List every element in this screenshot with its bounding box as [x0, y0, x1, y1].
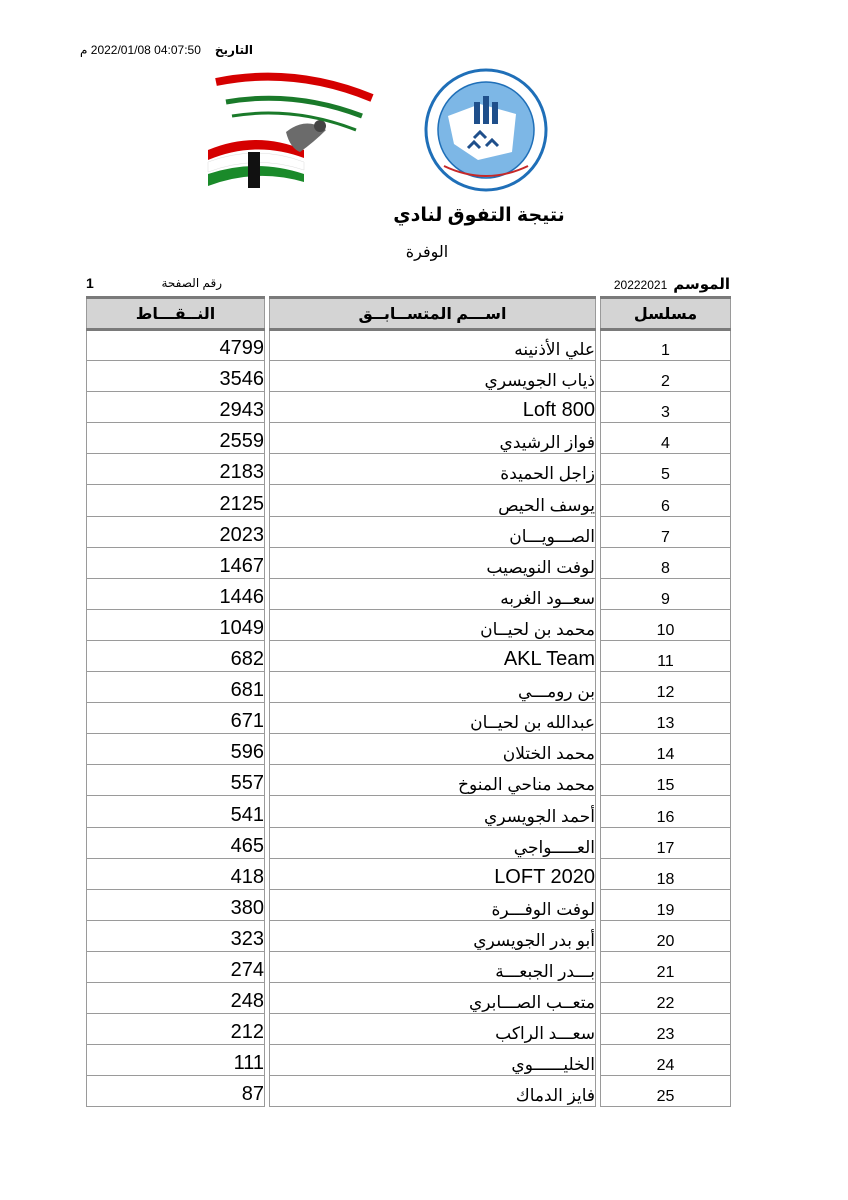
row-points: 541: [87, 796, 265, 827]
table-row: [87, 640, 731, 671]
row-points: 323: [87, 920, 265, 951]
row-points: 2183: [87, 454, 265, 485]
row-serial: 1: [601, 330, 731, 361]
club-logo-icon: [196, 72, 392, 190]
season-value: 20222021: [613, 278, 668, 292]
row-points: 1467: [87, 547, 265, 578]
row-points: 2023: [87, 516, 265, 547]
points-column-header: النــقـــاط: [87, 298, 265, 330]
table-row: [87, 672, 731, 703]
row-points: 248: [87, 982, 265, 1013]
season-label: الموسم: [673, 276, 730, 293]
table-row: [87, 392, 731, 423]
table-row: [87, 858, 731, 889]
row-name: عبدالله بن لحيــان: [270, 703, 596, 734]
table-row: [87, 485, 731, 516]
name-column-header: اســـم المتســابــق: [270, 298, 596, 330]
row-serial: 8: [601, 547, 731, 578]
row-points: 465: [87, 827, 265, 858]
row-name: الصـــويـــان: [270, 516, 596, 547]
row-serial: 14: [601, 734, 731, 765]
row-name: بـــدر الجبعـــة: [270, 951, 596, 982]
row-name: العـــــواجي: [270, 827, 596, 858]
row-points: 2559: [87, 423, 265, 454]
row-points: 3546: [87, 361, 265, 392]
row-points: 418: [87, 858, 265, 889]
row-serial: 2: [601, 361, 731, 392]
table-row: [87, 734, 731, 765]
row-serial: 16: [601, 796, 731, 827]
table-row: [87, 827, 731, 858]
row-points: 111: [87, 1045, 265, 1076]
report-title: نتيجة التفوق لنادي: [393, 205, 565, 226]
table-row: [87, 982, 731, 1013]
row-name: LOFT 2020: [270, 858, 596, 889]
row-name: فواز الرشيدي: [270, 423, 596, 454]
row-points: 274: [87, 951, 265, 982]
table-row: [87, 1076, 731, 1107]
row-serial: 20: [601, 920, 731, 951]
row-serial: 25: [601, 1076, 731, 1107]
row-serial: 18: [601, 858, 731, 889]
row-name: يوسف الحيص: [270, 485, 596, 516]
table-row: [87, 889, 731, 920]
row-name: AKL Team: [270, 640, 596, 671]
row-serial: 17: [601, 827, 731, 858]
row-points: 557: [87, 765, 265, 796]
report-date: [80, 43, 280, 57]
row-name: ذياب الجويسري: [270, 361, 596, 392]
table-row: [87, 920, 731, 951]
row-name: محمد بن لحيــان: [270, 609, 596, 640]
row-name: أبو بدر الجويسري: [270, 920, 596, 951]
row-name: فايز الدماك: [270, 1076, 596, 1107]
row-serial: 23: [601, 1014, 731, 1045]
table-row: [87, 547, 731, 578]
row-name: لوفت النويصيب: [270, 547, 596, 578]
row-serial: 7: [601, 516, 731, 547]
table-row: [87, 578, 731, 609]
results-table: [86, 296, 731, 1107]
row-serial: 10: [601, 609, 731, 640]
row-points: 1049: [87, 609, 265, 640]
table-row: [87, 516, 731, 547]
row-serial: 3: [601, 392, 731, 423]
table-row: [87, 454, 731, 485]
serial-column-header: مسلسل: [601, 298, 731, 330]
table-row: [87, 609, 731, 640]
table-row: [87, 765, 731, 796]
row-serial: 12: [601, 672, 731, 703]
row-name: بن رومـــي: [270, 672, 596, 703]
table-row: [87, 423, 731, 454]
table-row: [87, 1045, 731, 1076]
row-serial: 5: [601, 454, 731, 485]
row-name: أحمد الجويسري: [270, 796, 596, 827]
table-row: [87, 1014, 731, 1045]
row-name: الخليــــــوي: [270, 1045, 596, 1076]
results-body: [87, 330, 731, 1107]
row-serial: 11: [601, 640, 731, 671]
date-value: 04:07:50 2022/01/08 م: [80, 43, 201, 57]
row-name: علي الأذنينه: [270, 330, 596, 361]
table-row: [87, 703, 731, 734]
row-points: 671: [87, 703, 265, 734]
row-points: 87: [87, 1076, 265, 1107]
row-name: Loft 800: [270, 392, 596, 423]
date-label: التاريخ: [214, 43, 253, 57]
row-points: 1446: [87, 578, 265, 609]
table-row: [87, 796, 731, 827]
row-name: سعــود الغربه: [270, 578, 596, 609]
table-row: [87, 330, 731, 361]
row-points: 380: [87, 889, 265, 920]
row-serial: 6: [601, 485, 731, 516]
row-serial: 21: [601, 951, 731, 982]
table-header-row: [87, 298, 731, 330]
row-name: متعــب الصـــابري: [270, 982, 596, 1013]
row-serial: 19: [601, 889, 731, 920]
row-points: 596: [87, 734, 265, 765]
row-name: سعـــد الراكب: [270, 1014, 596, 1045]
row-name: محمد مناحي المنوخ: [270, 765, 596, 796]
row-serial: 24: [601, 1045, 731, 1076]
row-serial: 13: [601, 703, 731, 734]
row-points: 2125: [87, 485, 265, 516]
row-serial: 9: [601, 578, 731, 609]
row-points: 681: [87, 672, 265, 703]
row-serial: 4: [601, 423, 731, 454]
row-name: محمد الختلان: [270, 734, 596, 765]
row-name: لوفت الوفـــرة: [270, 889, 596, 920]
federation-logo-icon: [424, 68, 548, 192]
page-number: 1: [86, 275, 94, 291]
page-number-label: رقم الصفحة: [161, 276, 222, 290]
table-row: [87, 361, 731, 392]
row-name: زاجل الحميدة: [270, 454, 596, 485]
row-points: 4799: [87, 330, 265, 361]
table-row: [87, 951, 731, 982]
row-serial: 22: [601, 982, 731, 1013]
row-points: 212: [87, 1014, 265, 1045]
club-name: الوفرة: [405, 244, 449, 261]
row-serial: 15: [601, 765, 731, 796]
row-points: 682: [87, 640, 265, 671]
season: [614, 275, 730, 293]
row-points: 2943: [87, 392, 265, 423]
